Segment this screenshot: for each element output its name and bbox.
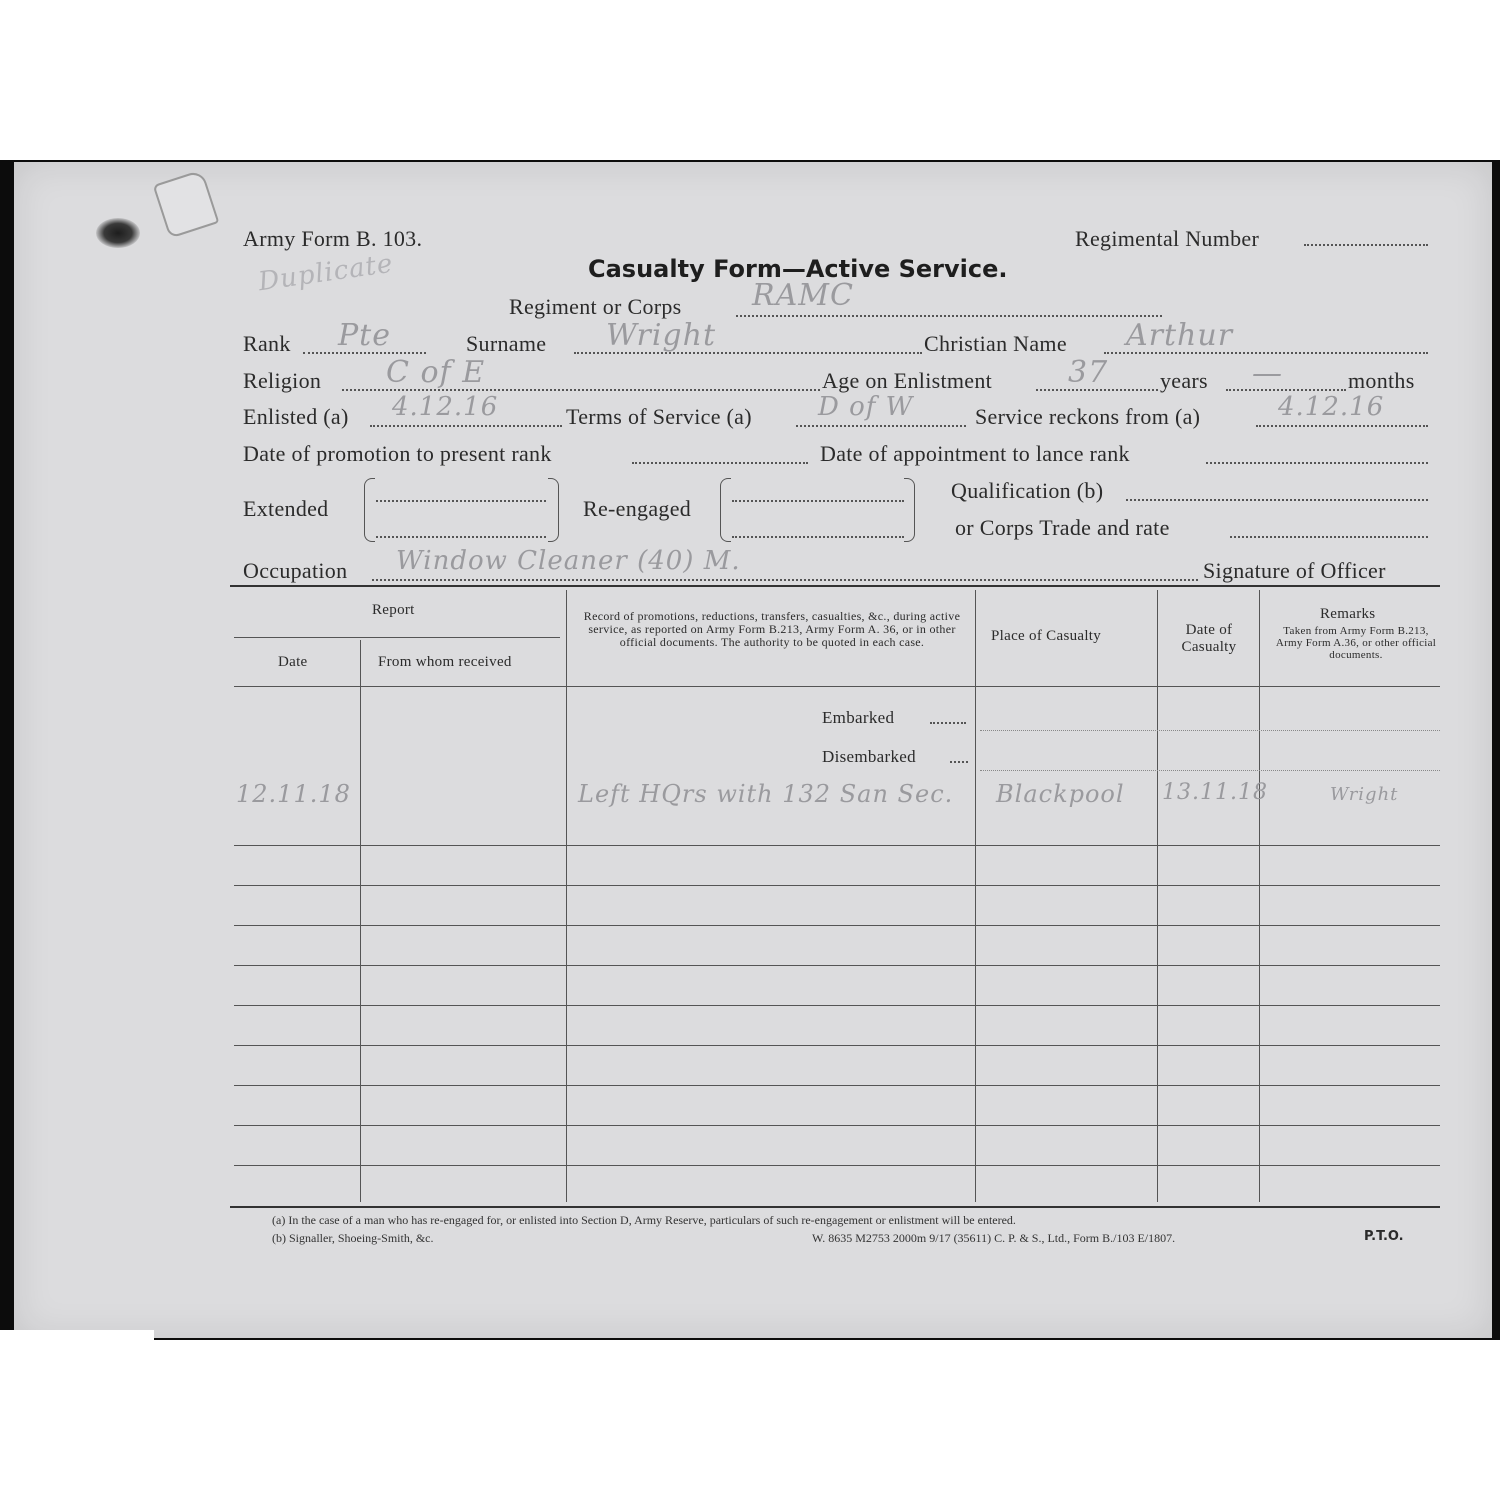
appointment-field[interactable] [1206,462,1428,464]
remarks-subheader: Taken from Army Form B.213, Army Form A.36, or other official documents. [1275,625,1437,661]
reengaged-brace-left [720,478,731,542]
row-rule [234,1045,1440,1046]
col-divider-record [566,590,567,1202]
trade-label: or Corps Trade and rate [955,515,1170,540]
footnote-a: (a) In the case of a man who has re-engaged for, or enlisted into Section D, Army Reserve, particulars of such re-engagement or enlistment will be entered. [272,1213,1016,1227]
occupation-field[interactable] [372,579,1198,581]
regiment-field[interactable] [736,315,1162,317]
reengaged-field-2[interactable] [732,536,904,538]
pto-mark: P.T.O. [1364,1229,1404,1244]
report-subheader-rule [234,637,560,638]
remarks-title: Remarks [1320,606,1376,622]
promotion-label: Date of promotion to present rank [243,441,552,466]
form-title: Casualty Form—Active Service. [588,255,1008,283]
qualification-field[interactable] [1126,499,1428,501]
date-header: Date [278,654,308,670]
faint-rule [980,770,1440,771]
footnote-b: (b) Signaller, Shoeing-Smith, &c. [272,1231,434,1245]
scan-corner [0,1330,154,1340]
row-rule [234,925,1440,926]
date-casualty-header: Date of Casualty [1181,622,1237,655]
terms-field[interactable] [796,425,966,427]
extended-field-2[interactable] [376,536,546,538]
disembarked-label: Disembarked [822,747,916,766]
header-bottom-rule [234,686,1440,687]
row-rule [234,885,1440,886]
report-header: Report [372,602,415,618]
printer-mark: W. 8635 M2753 2000m 9/17 (35611) C. P. & S., Ltd., Form B./103 E/1807. [812,1231,1176,1245]
row-rule [234,1125,1440,1126]
from-header: From whom received [378,654,512,670]
religion-value: C of E [386,355,486,390]
table-top-rule [230,585,1440,587]
row-rule [234,1085,1440,1086]
age-months-field[interactable] [1226,389,1346,391]
enlisted-value: 4.12.16 [392,392,499,422]
row-record: Left HQrs with 132 San Sec. [578,780,954,808]
months-label: months [1348,368,1415,393]
reckons-label: Service reckons from (a) [975,404,1201,429]
promotion-field[interactable] [632,462,808,464]
reengaged-brace-right [904,478,915,542]
row-date-casualty: 13.11.18 [1162,780,1268,805]
christian-name-label: Christian Name [924,331,1067,356]
col-divider-place [975,590,976,1202]
christian-name-value: Arthur [1126,318,1234,353]
age-label: Age on Enlistment [822,368,993,393]
signature-label: Signature of Officer [1203,558,1386,583]
embarked-field[interactable] [930,722,966,724]
disembarked-field[interactable] [950,761,968,763]
years-label: years [1160,368,1208,393]
col-divider-from [360,640,361,1202]
regiment-label: Regiment or Corps [509,294,682,319]
enlisted-label: Enlisted (a) [243,404,349,429]
col-divider-remarks [1259,590,1260,1202]
record-header: Record of promotions, reductions, transfers, casualties, &c., during active service, as reported on Army Form B.213, Army Form A. 36, or in other official documents. The authority to be quoted in each case. [583,609,961,649]
surname-label: Surname [466,331,547,356]
row-remarks: Wright [1330,784,1399,805]
rank-value: Pte [338,318,391,353]
extended-label: Extended [243,496,329,521]
col-divider-casualty-date [1157,590,1158,1202]
appointment-label: Date of appointment to lance rank [820,441,1130,466]
age-months-value: — [1252,356,1283,391]
terms-label: Terms of Service (a) [566,404,752,429]
faint-rule [980,730,1440,731]
regimental-number-field[interactable] [1304,244,1428,246]
form-number: Army Form B. 103. [243,226,423,251]
row-rule [234,1005,1440,1006]
row-rule [234,965,1440,966]
duplicate-stamp: Duplicate [256,248,396,298]
occupation-value: Window Cleaner (40) M. [396,546,741,576]
surname-value: Wright [606,318,717,353]
regiment-value: RAMC [752,278,854,313]
place-header: Place of Casualty [991,628,1102,644]
row-rule [234,1165,1440,1166]
extended-field-1[interactable] [376,500,546,502]
rank-label: Rank [243,331,291,356]
form-paper [14,162,1492,1338]
reengaged-label: Re-engaged [583,496,692,521]
enlisted-field[interactable] [370,425,562,427]
regimental-number-label: Regimental Number [1075,226,1260,251]
religion-label: Religion [243,368,322,393]
age-years-value: 37 [1068,355,1109,390]
extended-brace-right [548,478,559,542]
ink-blot [96,218,140,248]
embarked-label: Embarked [822,708,895,727]
reckons-field[interactable] [1256,425,1428,427]
qualification-label: Qualification (b) [951,478,1104,503]
row-rule [234,845,1440,846]
reckons-value: 4.12.16 [1278,392,1385,422]
terms-value: D of W [818,392,914,422]
table-bottom-rule [230,1206,1440,1208]
row-place: Blackpool [996,780,1125,808]
reengaged-field-1[interactable] [732,500,904,502]
trade-field[interactable] [1230,536,1428,538]
occupation-label: Occupation [243,558,348,583]
extended-brace-left [364,478,375,542]
row-date: 12.11.18 [236,780,351,808]
